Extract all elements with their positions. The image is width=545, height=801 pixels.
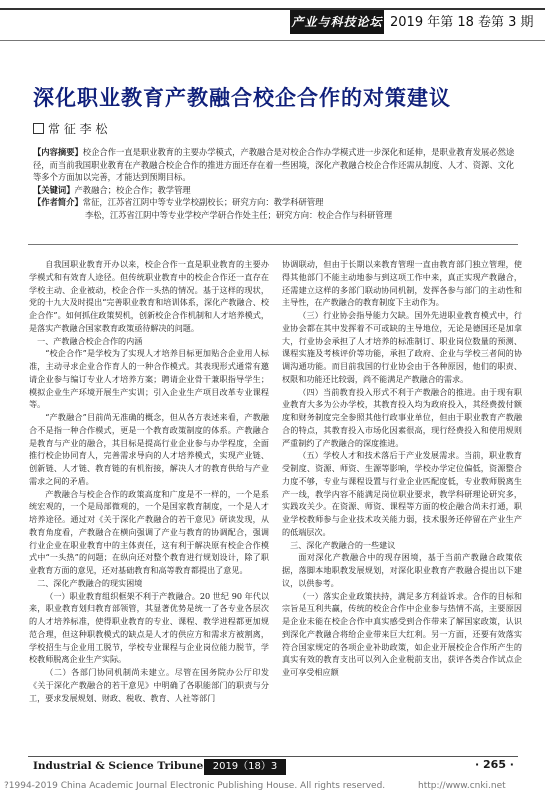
body-paragraph: 自我国职业教育开办以来，校企合作一直是职业教育的主要办学模式和有效育人途径。但传统职业教育中的校企合作还一直存在学校主动、企业被动，校企合作一头热的情况。基于这样的现状，党的十九大及时提出“完善职业教育和培训体系，深化产教融合、校企合作”。如何抓住政策契机，创新校企合作机制和人才培养模式，是落实产教融合国家教育政策亟待解决的问题。 <box>29 259 269 333</box>
author-info-label: 【作者简介】 <box>33 197 83 208</box>
section-heading: 三、深化产教融合的一些建议 <box>290 539 396 550</box>
keywords-label: 【关键词】 <box>33 184 75 195</box>
journal-badge: 产业与科技论坛 <box>290 10 384 34</box>
footer-divider <box>28 756 518 757</box>
article-title: 深化职业教育产教融合校企合作的对策建议 <box>33 86 451 110</box>
copyright-text: ?1994-2019 China Academic Journal Electronic Publishing House. All rights reserved. <box>4 781 386 791</box>
body-paragraph: （二）各部门协同机制尚未建立。尽管在国务院办公厅印发《关于深化产教融合的若干意见》中明确了各职能部门的职责与分工，要求发展规划、财政、税收、教育、人社等部门 <box>29 667 269 703</box>
right-column <box>282 258 522 679</box>
author-info-1: 常征，江苏省江阴中等专业学校副校长；研究方向：教学科研管理 <box>82 197 324 208</box>
abstract-text: 校企合作一直是职业教育的主要办学模式，产教融合是对校企合作办学模式进一步深化和延伸，是职业教育发展必然途径，而当前我国职业教育在产教融合校企合作的推进方面还存在着一些困境，深化产教融合校企合作还需从制度、人才、资源、文化等多个方面加以完善，才能达到预期目标。 <box>33 147 515 183</box>
body-paragraph: （一）落实企业政策扶持，满足多方利益诉求。合作的目标和宗旨是互利共赢，传统的校企合作中企业参与热情不高，主要原因是企业未能在校企合作中真实感受到合作带来了解国家政策，认识到深化产教融合将给企业带来巨大红利。另一方面，还要有效落实符合国家规定的各项企业补助政策，如企业开展校企合作所产生的真实有效的教育支出可以列入企业税前支出，获评各类合作试点企业可享受相应额 <box>282 590 522 677</box>
footer-journal-name: Industrial & Science Tribune <box>33 760 204 772</box>
left-column <box>29 258 269 704</box>
body-paragraph: “产教融合”目前尚无准确的概念，但从各方表述来看，产教融合不是指一种合作模式，更是一个教育政策制度的体系。产教融合是教育与产业的融合，其目标是提高行业企业参与办学程度，全面推行校企协同育人，完善需求导向的人才培养模式，实现产业链、创新链、人才链、教育链的有机衔接，解决人才的教育供给与产业需求之间的矛盾。 <box>29 412 269 486</box>
abstract-paragraph <box>33 146 517 184</box>
body-paragraph: “校企合作”是学校为了实现人才培养目标更加贴合企业用人标准，主动寻求企业合作育人的一种合作模式。其表现形式通常有邀请企业参与编订专业人才培养方案；聘请企业骨干兼职指导学生；模拟企业生产环境开展生产实训；引入企业生产项目改革专业课程等。 <box>29 348 269 410</box>
body-paragraph: （五）学校人才和技术落后于产业发展需求。当前，职业教育受制度、资源、师资、生源等影响，学校办学定位偏低，资源整合力度不够，专业与课程设置与行业企业匹配度低，专业教师脱离生产一线，教学内容不能满足岗位职业要求，教学科研理论研究多，实践攻关少。在资源、师资、课程等方面的校企融合尚未打通，职业学校教师参与企业技术攻关能力弱，技术服务还停留在产业生产的低端层次。 <box>282 450 522 537</box>
body-paragraph: 面对深化产教融合中的现存困境，基于当前产教融合政策依据，落脚本地职教发展规划，对深化职业教育产教融合提出以下建议，以供参考。 <box>282 552 522 588</box>
authors <box>33 120 107 137</box>
keywords-paragraph <box>33 184 517 197</box>
author-info-line-2: 李松，江苏省江阴中等专业学校产学研合作处主任；研究方向：校企合作与科研管理 <box>85 209 392 220</box>
checkbox-square-icon <box>33 123 44 134</box>
body-paragraph: 协调联动，但由于长期以来教育管理一直由教育部门独立管理，使得其他部门不能主动地参与到这项工作中来，真正实现产教融合，还需建立这样的多部门联动协同机制，发挥各参与部门的主动性和主导性，在产教融合的教育制度下主动作为。 <box>282 259 522 308</box>
abstract-label: 【内容摘要】 <box>33 147 83 157</box>
body-paragraph: （一）职业教育组织框架不利于产教融合。20 世纪 90 年代以来，职业教育划归教育部领管，其显著优势是统一了各专业各层次的人才培养标准，使得职业教育的专业、课程、教学进程都更加规范合理，但这种职教模式的缺点是人才的供应方和需求方被割离，学校招生与企业用工脱节，学校专业课程与企业岗位能力脱节，学校教师脱离企业生产实际。 <box>29 590 269 665</box>
author-names: 常 征 李 松 <box>48 122 108 136</box>
page-number: · 265 · <box>475 758 514 771</box>
issue-info: 2019 年第 18 卷第 3 期 <box>390 15 534 30</box>
author-info-paragraph <box>33 196 517 209</box>
footer-issue-box: 2019（18）3 <box>204 759 286 775</box>
section-heading: 二、深化产教融合的现实困境 <box>37 577 143 588</box>
body-paragraph: （四）当前教育投入形式不利于产教融合的推进。由于现有职业教育大多为公办学校，其教育投入均为政府投入，其经费拨付额度和财务制度完全参照其他行政事业单位，但由于职业教育产教融合的特点，其教育投入市场化因素很高，现行经费投入和使用规则严重制约了产教融合的深度推进。 <box>282 386 522 448</box>
body-paragraph: （三）行业协会指导能力欠缺。国外先进职业教育模式中，行业协会都在其中发挥着不可或缺的主导地位，无论是德国还是加拿大，行业协会承担了人才培养的标准制订、职业岗位数量的预测、课程实施及考核评价等功能，承担了政府、企业与学校三者间的协调沟通功能。而目前我国的行业协会由于各种原因，他们的职责、权限和功能还比较弱，尚不能满足产教融合的需求。 <box>282 310 522 384</box>
keywords-text: 产教融合；校企合作；教学管理 <box>74 184 191 195</box>
abstract-block <box>33 146 517 222</box>
abstract-divider <box>28 244 518 245</box>
body-paragraph: 产教融合与校企合作的政策高度和广度是不一样的，一个是系统宏观的，一个是局部微观的，一个是国家教育制度，一个是人才培养途径。通过对《关于深化产教融合的若干意见》研读发现，从教育角度看，产教融合在横向强调了产业与教育的协调配合，强调行业企业在职业教育中的主体责任，这有利于解决原有校企合作模式中“一头热”的问题；在纵向还对整个教育进行规划设计，除了职业教育方面的意见，还对基础教育和高等教育都提出了意见。 <box>29 488 269 575</box>
section-heading: 一、产教融合校企合作的内涵 <box>37 335 143 346</box>
cnki-link[interactable]: http://www.cnki.net <box>418 781 506 791</box>
